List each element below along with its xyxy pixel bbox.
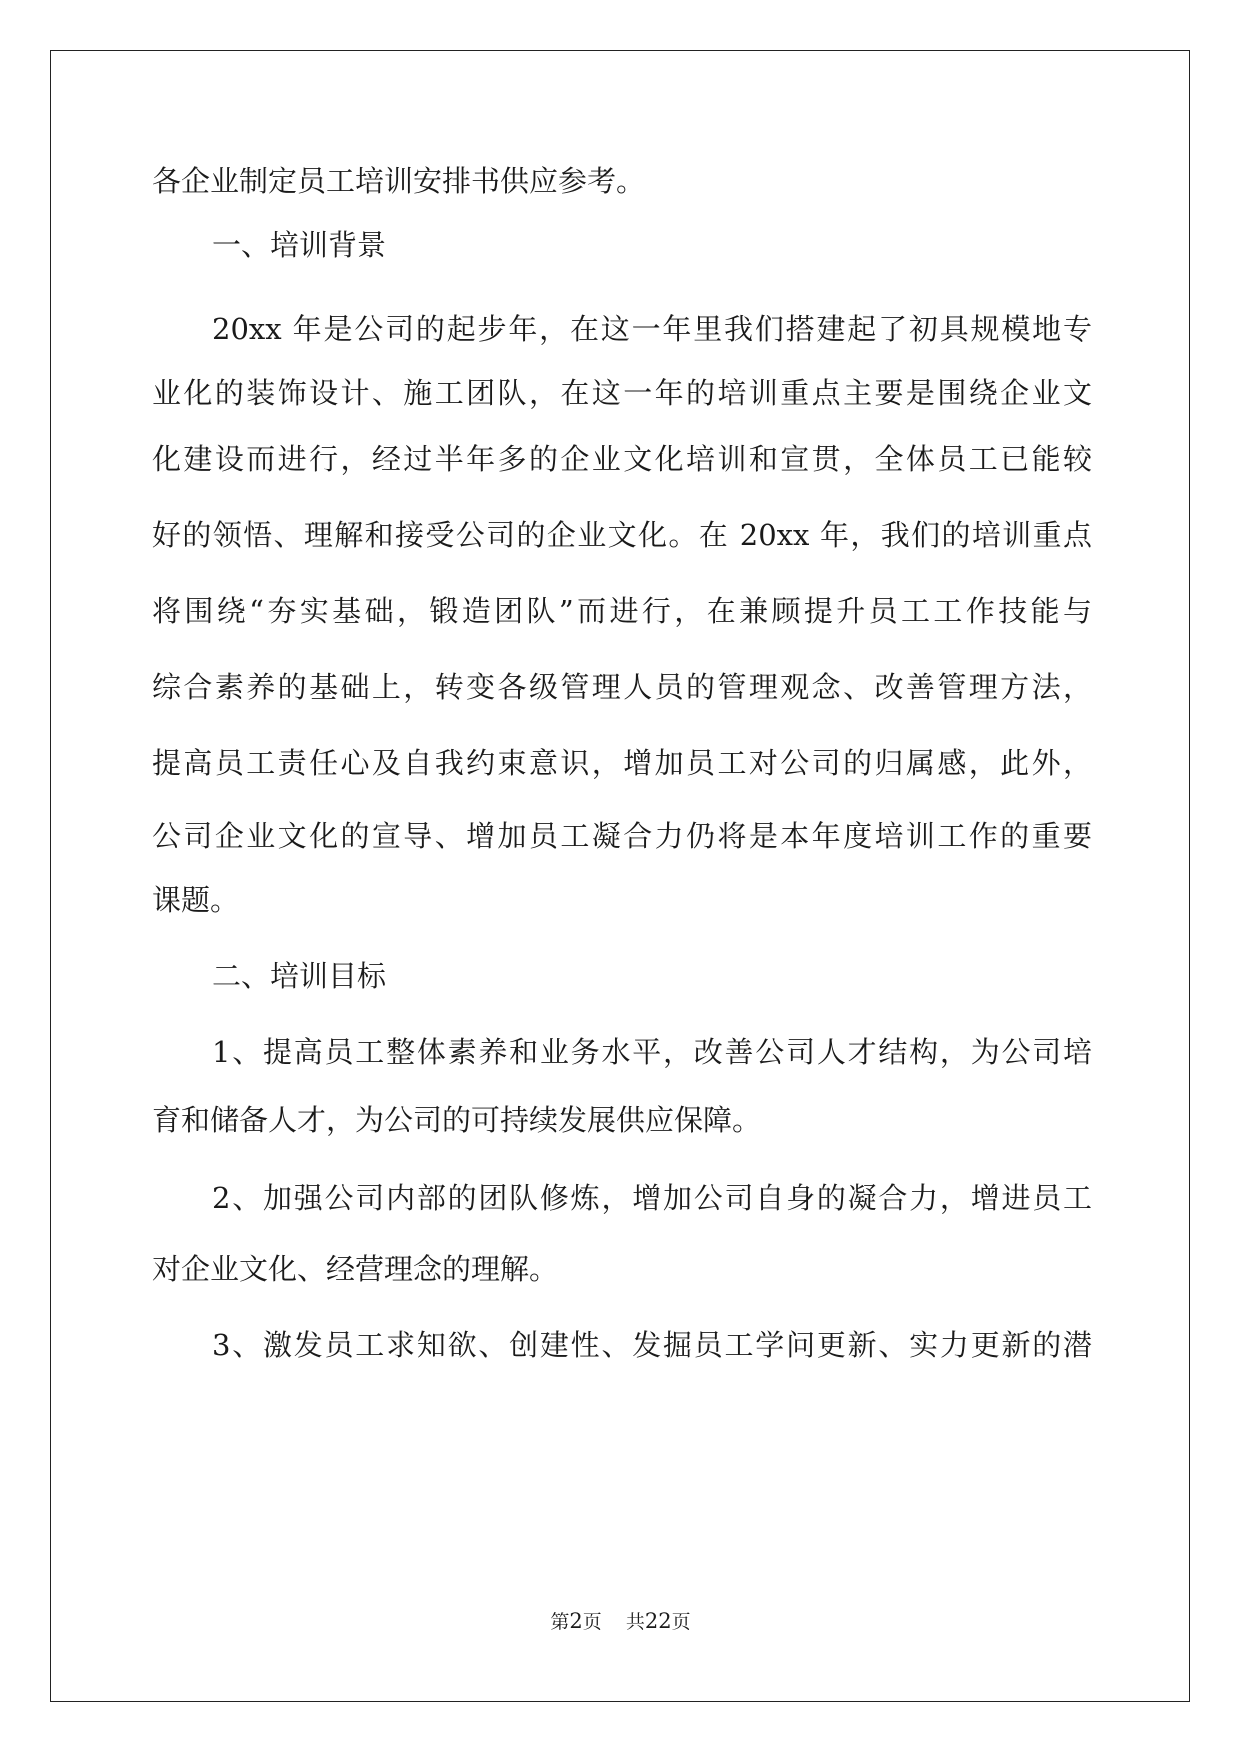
footer-suffix: 页: [671, 1611, 691, 1633]
paragraph-line: 好的领悟、理解和接受公司的企业文化。在 20xx 年，我们的培训重点: [152, 518, 1092, 552]
paragraph-line: 对企业文化、经营理念的理解。: [152, 1252, 559, 1286]
paragraph-line: 育和储备人才，为公司的可持续发展供应保障。: [152, 1103, 762, 1137]
paragraph-line: 业化的装饰设计、施工团队，在这一年的培训重点主要是围绕企业文: [152, 376, 1092, 410]
section-heading: 二、培训目标: [212, 959, 387, 993]
paragraph-line: 2、加强公司内部的团队修炼，增加公司自身的凝合力，增进员工: [212, 1181, 1092, 1215]
page-border: [50, 50, 1190, 1702]
paragraph-line: 将围绕“夯实基础，锻造团队”而进行，在兼顾提升员工工作技能与: [152, 594, 1092, 628]
footer-total-pages: 22: [644, 1609, 672, 1633]
paragraph-line: 综合素养的基础上，转变各级管理人员的管理观念、改善管理方法，: [152, 670, 1092, 704]
paragraph-line: 公司企业文化的宣导、增加员工凝合力仍将是本年度培训工作的重要: [152, 819, 1092, 853]
paragraph-line: 各企业制定员工培训安排书供应参考。: [152, 164, 646, 198]
section-heading: 一、培训背景: [212, 228, 387, 262]
footer-page-number: 2: [569, 1609, 583, 1633]
paragraph-line: 3、激发员工求知欲、创建性、发掘员工学问更新、实力更新的潜: [212, 1328, 1092, 1362]
footer-prefix: 第: [550, 1611, 570, 1633]
paragraph-line: 20xx 年是公司的起步年，在这一年里我们搭建起了初具规模地专: [212, 312, 1092, 346]
footer-mid: 页 共: [582, 1611, 645, 1633]
page-footer: [0, 1609, 1241, 1634]
paragraph-line: 课题。: [152, 883, 240, 917]
paragraph-line: 提高员工责任心及自我约束意识，增加员工对公司的归属感，此外，: [152, 746, 1092, 780]
paragraph-line: 化建设而进行，经过半年多的企业文化培训和宣贯，全体员工已能较: [152, 442, 1092, 476]
paragraph-line: 1、提高员工整体素养和业务水平，改善公司人才结构，为公司培: [212, 1035, 1092, 1069]
